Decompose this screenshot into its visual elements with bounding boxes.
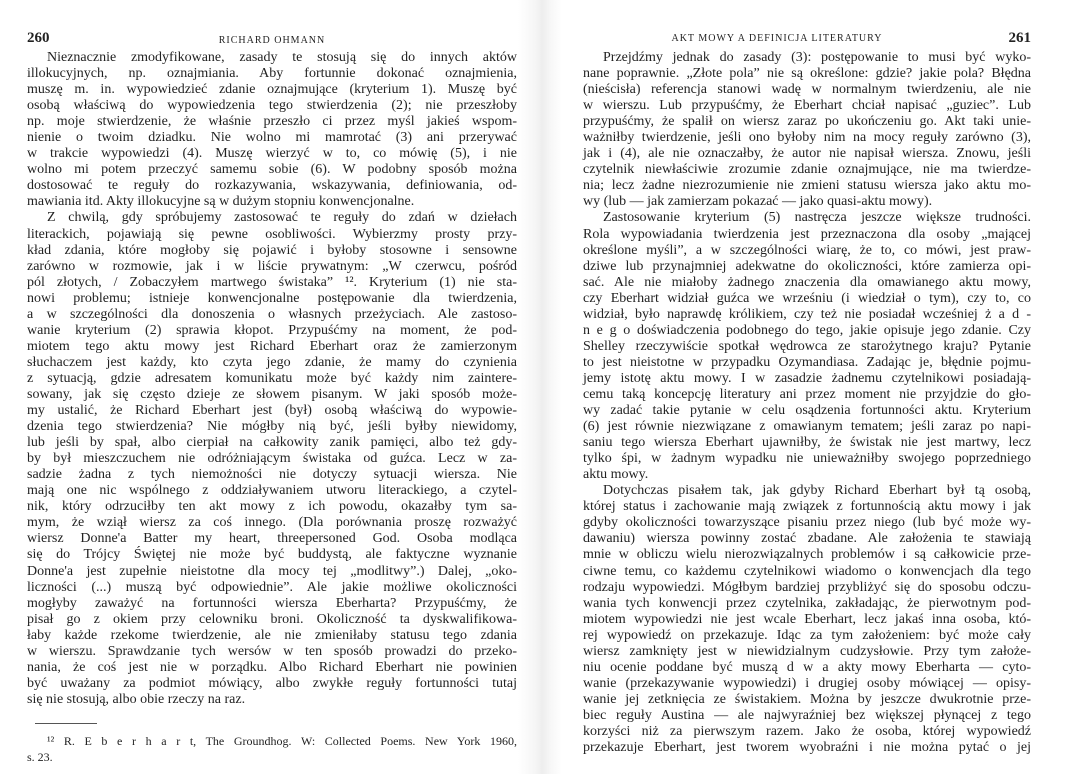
text-line: przekazuje Eberhart, jest tworem wyobraźni i nie można pytać o jej xyxy=(583,740,1031,756)
text-line: sowany, jak się często dzieje ze słowem pisanym. W jaki sposób może- xyxy=(27,386,517,402)
text-line: być uważany za podmiot mówiący, albo zwykłe reguły fortunności tutaj xyxy=(27,675,517,691)
text-line: dawaniu) wiersza powinny zostać zbadane. Ale założenia te stawiają xyxy=(583,531,1031,547)
text-line: ciwne temu, co każdemu czytelnikowi wiadomo o konwencjach dla tego xyxy=(583,563,1031,579)
text-line: literackich, pojawiają się pewne osobliwości. Wybierzmy prosty przy- xyxy=(27,226,517,242)
text-line: czy Eberhart widział guźca we wrześniu (i wiedział o tym), czy to, co xyxy=(583,290,1031,306)
text-line: wy zadać takie pytanie w celu osądzenia fortunności aktu. Kryterium xyxy=(583,403,1031,419)
text-line: my ustalić, że Richard Eberhart jest (był) osobą właściwą do wypowie- xyxy=(27,403,517,419)
text-line: liczności (...) muszą być odpowiednie”. Ale jakie możliwe okoliczności xyxy=(27,579,517,595)
left-page xyxy=(27,0,517,774)
page-number: 261 xyxy=(1008,30,1031,46)
text-line: np. moje stwierdzenie, że właśnie przeszło ci przez myśl jakieś wspom- xyxy=(27,114,517,130)
text-line: (6) jest równie niezwiązane z omawianym tematem; jeśli zaraz po napi- xyxy=(583,419,1031,435)
text-line: nik, który odrzuciłby ten akt mowy z ich powodu, okazałby tym sa- xyxy=(27,499,517,515)
text-line: się do Trójcy Świętej nie może być buddystą, ale faktyczne wyznanie xyxy=(27,547,517,563)
text-line: zarówno w rozmowie, jak i w liście prywatnym: „W czerwcu, pośród xyxy=(27,258,517,274)
paragraph xyxy=(583,210,1031,483)
text-line: wanie (przekazywanie wypowiedzi) i drugiej osoby mówiącej — opisy- xyxy=(583,675,1031,691)
text-line: mogłyby zaważyć na fortunności wiersza Eberharta? Przypuśćmy, że xyxy=(27,595,517,611)
text-line: wanie kryterium (2) sprawia kłopot. Przypuśćmy na moment, że pod- xyxy=(27,322,517,338)
text-line: wanie jej zetknięcia ze świstakiem. Można by jeszcze dwukrotnie prze- xyxy=(583,691,1031,707)
text-line: nane poprawnie. „Złote pola” nie są określone: gdzie? jakie pola? Błędna xyxy=(583,66,1031,82)
text-line: Przejdźmy jednak do zasady (3): postępowanie to musi być wyko- xyxy=(603,50,1031,65)
footnote-rule xyxy=(35,723,97,724)
text-line: sadzie żadna z tych niemożności nie dotyczy sytuacji wiersza. Nie xyxy=(27,467,517,483)
text-line: by był mieszczuchem nie odróżniającym świstaka od guźca. Lecz w za- xyxy=(27,451,517,467)
text-line: nania, że coś jest nie w porządku. Albo Richard Eberhart nie powinien xyxy=(27,659,517,675)
paragraph xyxy=(27,50,517,210)
text-line: Zastosowanie kryterium (5) nastręcza jeszcze większe trudności. xyxy=(603,210,1031,226)
text-line: wy (lub — jak zamierzam pokazać — jako quasi-aktu mowy). xyxy=(583,194,933,210)
text-line: pisał go z okiem przy celowniku broni. Okoliczność ta dyskwalifikowa- xyxy=(27,611,517,627)
text-line: miotem wypowiedzi nie jest wcale Eberhart, lecz jakaś inna osoba, któ- xyxy=(583,611,1031,627)
text-line: lub jeśli by spał, albo cierpiał na całkowity zanik pamięci, albo też gdy- xyxy=(27,435,517,451)
text-line: Nieznacznie zmodyfikowane, zasady te stosują się do innych aktów xyxy=(47,50,517,65)
text-line: Rola wypowiadania twierdzenia jest przeznaczona dla osoby „mającej xyxy=(583,226,1031,242)
text-line: mym, że wziął wiersz za coś innego. (Dla porównania proszę rozważyć xyxy=(27,515,517,531)
text-line: osobą właściwą do wypowiedzenia tego stwierdzenia (2); nie przeszłoby xyxy=(27,98,517,114)
footnote xyxy=(27,733,517,765)
text-line: n e g o doświadczenia podobnego do tego, jakie opisuje jego zdanie. Czy xyxy=(583,322,1031,338)
right-page xyxy=(583,0,1031,774)
text-line: illokucyjnych, np. oznajmiania. Aby fortunnie dokonać oznajmienia, xyxy=(27,66,517,82)
text-line: Donne'a jest zupełnie nieistotne dla mocy tej „modlitwy”.) Dalej, „oko- xyxy=(27,563,517,579)
text-line: wiersz Donne'a Batter my heart, threepersoned God. Osoba modląca xyxy=(27,531,517,547)
page-body xyxy=(27,50,517,708)
text-line: nia; lecz żadne niezrozumienie nie zmieni statusu wiersza jako aktu mo- xyxy=(583,178,1031,194)
text-line: określone myśli”, a w szczególności wiarę, że to, co mówi, jest praw- xyxy=(583,242,1031,258)
text-line: sać. Ale nie miałoby żadnego znaczenia dla omawianego aktu mowy, xyxy=(583,274,1031,290)
text-line: dziwe lub przynajmniej adekwatne do okoliczności, które zamierza opi- xyxy=(583,258,1031,274)
text-line: Shelley rzeczywiście spotkał wędrowca ze starożytnego kraju? Pytanie xyxy=(583,338,1031,354)
text-line: aktu mowy. xyxy=(583,467,649,483)
text-line: ważniłby twierdzenie, jeśli ono byłoby nim na mocy reguły zarówno (3), xyxy=(583,130,1031,146)
text-line: mawiania itd. Akty illokucyjne są w dużym stopniu konwencjonalne. xyxy=(27,194,415,210)
text-line: wania tych konwencji przez czytelnika, zakładając, że pierwotnym pod- xyxy=(583,595,1031,611)
text-line: wiersz zamknięty jest w niewidzialnym cudzysłowie. Przy tym założe- xyxy=(583,643,1031,659)
text-line: czytelnik niewłaściwie zrozumie zdanie oznajmujące, nie ma twierdze- xyxy=(583,162,1031,178)
paragraph xyxy=(583,50,1031,210)
text-line: kład zdania, które mogłoby się pojawić i byłoby stosowne i sensowne xyxy=(27,242,517,258)
running-head: AKT MOWY A DEFINICJA LITERATURY xyxy=(671,33,883,44)
text-line: pól złotych, / Zobaczyłem martwego świstaka” ¹². Kryterium (1) nie sta- xyxy=(27,274,517,290)
paragraph xyxy=(27,210,517,707)
text-line: w trakcie wypowiedzi (4). Muszę wierzyć w to, co mówię (5), i nie xyxy=(27,146,517,162)
text-line: łaby każde rzekome twierdzenie, ale nie zmieniłaby statusu tego zdania xyxy=(27,627,517,643)
text-line: słuchaczem jest każdy, kto czyta jego zdanie, że mamy do czynienia xyxy=(27,354,517,370)
book-gutter-shadow xyxy=(518,0,562,774)
footnote-line: s. 23. xyxy=(27,750,53,765)
text-line: rodzaju wypowiedzi. Mógłbym bardziej przybliżyć się do sposobu odczu- xyxy=(583,579,1031,595)
text-line: dzenia tego stwierdzenia? Nie mógłby nią być, jeśli byłby niewidomy, xyxy=(27,419,517,435)
text-line: nowi problemu; istnieje konwencjonalne postępowanie dla twierdzenia, xyxy=(27,290,517,306)
text-line: przypuśćmy, że spalił on wiersz zaraz po ukończeniu go. Akt taki unie- xyxy=(583,114,1031,130)
text-line: jemy istotę aktu mowy. I w zasadzie żadnemu czytelnikowi posiadają- xyxy=(583,370,1031,386)
text-line: saniu tego wiersza Eberhart ujawniłby, że świstak nie jest martwy, lecz xyxy=(583,435,1031,451)
page-body xyxy=(583,50,1031,756)
text-line: (nieścisła) referencja stanowi wadę w normalnym twierdzeniu, ale nie xyxy=(583,82,1031,98)
text-line: to jest nieistotne w przypadku Ozymandiasa. Zadając je, błędnie pojmu- xyxy=(583,354,1031,370)
running-head: RICHARD OHMANN xyxy=(218,35,326,46)
text-line: gdyby okoliczności towarzyszące pisaniu przez niego (lub być może wy- xyxy=(583,515,1031,531)
text-line: miotem tego aktu mowy jest Richard Eberhart oraz że zamierzonym xyxy=(27,338,517,354)
text-line: biec reguły Austina — ale najwyraźniej bez większej płynącej z tego xyxy=(583,707,1031,723)
text-line: Z chwilą, gdy spróbujemy zastosować te reguły do zdań w dziełach xyxy=(47,210,517,226)
text-line: korzyści niż za pierwszym razem. Jako że osoba, której wypowiedź xyxy=(583,723,1031,739)
text-line: Dotychczas pisałem tak, jak gdyby Richard Eberhart był tą osobą, xyxy=(603,483,1031,499)
text-line: cemu taką koncepcję literatury ani przez moment nie przyjdzie do gło- xyxy=(583,386,1031,402)
text-line: jak i (4), ale nie oznaczałby, że autor nie napisał wiersza. Znowu, jeśli xyxy=(583,146,1031,162)
text-line: muszę m. in. wypowiedzieć zdanie oznajmujące (kryterium 1). Muszę być xyxy=(27,82,517,98)
text-line: w wierszu. Lub przypuśćmy, że Eberhart chciał napisać „guziec”. Lub xyxy=(583,98,1031,114)
text-line: której status i zachowanie mają związek z fortunnością aktu mowy i jak xyxy=(583,499,1031,515)
text-line: niu ocenie poddane być muszą d w a akty mowy Eberharta — cyto- xyxy=(583,659,1031,675)
text-line: nienie o twoim dziadku. Nie wolno mi mamrotać (3) ani przerywać xyxy=(27,130,517,146)
text-line: w wierszu. Sprawdzanie tych wersów w ten sposób prowadzi do przeko- xyxy=(27,643,517,659)
page-number: 260 xyxy=(27,30,50,46)
text-line: dostosować te reguły do rozkazywania, wskazywania, definiowania, od- xyxy=(27,178,517,194)
text-line: wolno mi potem przeczyć samemu sobie (6). W podobny sposób można xyxy=(27,162,517,178)
text-line: mnie w obliczu wielu nierozwiązalnych problemów i są całkowicie prze- xyxy=(583,547,1031,563)
paragraph xyxy=(583,483,1031,756)
text-line: tylko śpi, w żadnym wypadku nie unieważniłby swojego poprzedniego xyxy=(583,451,1031,467)
text-line: widział, było naprawdę królikiem, czy też nie posiadał wcześniej ż a d - xyxy=(583,306,1031,322)
text-line: rej wypowiedź on przekazuje. Idąc za tym założeniem: być może cały xyxy=(583,627,1031,643)
text-line: mają one nic wspólnego z oddziaływaniem utworu literackiego, a czytel- xyxy=(27,483,517,499)
footnote-line: ¹² R. E b e r h a r t, The Groundhog. W: Collected Poems. New York 1960, xyxy=(47,734,517,748)
text-line: a w szczególności dla donoszenia o własnych przeżyciach. Ale zastoso- xyxy=(27,306,517,322)
text-line: z sytuacją, gdzie adresatem komunikatu może być każdy nim zaintere- xyxy=(27,370,517,386)
text-line: się nie stosują, albo obie rzeczy na raz. xyxy=(27,691,246,707)
